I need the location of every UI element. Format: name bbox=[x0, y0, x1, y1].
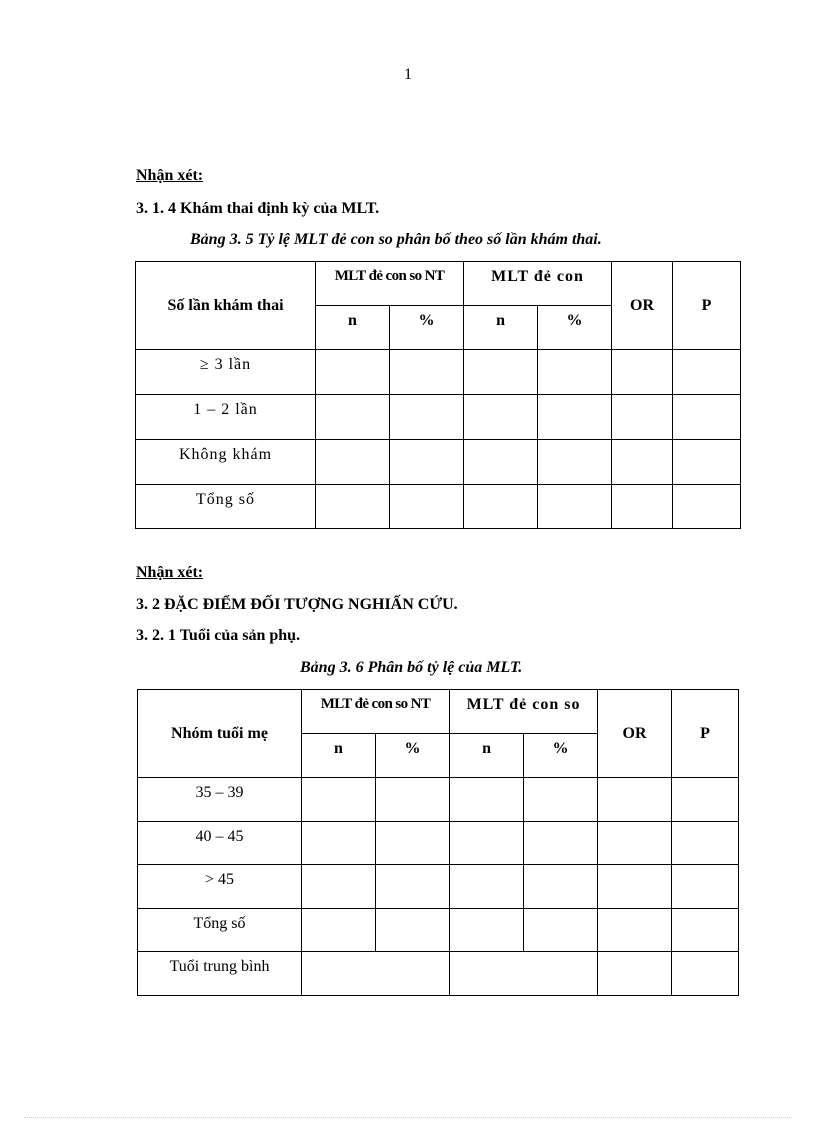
table-3-6 bbox=[137, 689, 739, 996]
empty-cell bbox=[450, 778, 524, 822]
header-group-normal: MLT đẻ con so NT bbox=[302, 690, 450, 734]
empty-cell bbox=[450, 909, 524, 952]
empty-cell bbox=[612, 350, 673, 395]
empty-cell bbox=[376, 822, 450, 865]
section-heading-3-2: 3. 2 ĐẶC ĐIỂM ĐỐI TƯỢNG NGHIẤN CỨU. bbox=[136, 596, 458, 613]
subheader-n: n bbox=[464, 306, 538, 350]
row-label: > 45 bbox=[138, 865, 302, 909]
empty-cell bbox=[538, 350, 612, 395]
header-age-group: Nhóm tuổi mẹ bbox=[138, 690, 302, 778]
empty-cell bbox=[538, 485, 612, 529]
empty-cell bbox=[612, 485, 673, 529]
table-row bbox=[138, 909, 739, 952]
empty-cell bbox=[598, 909, 672, 952]
empty-cell bbox=[450, 952, 598, 996]
empty-cell bbox=[302, 778, 376, 822]
empty-cell bbox=[302, 865, 376, 909]
empty-cell bbox=[390, 440, 464, 485]
row-label: Tổng số bbox=[138, 909, 302, 952]
empty-cell bbox=[672, 822, 739, 865]
empty-cell bbox=[524, 778, 598, 822]
header-group-normal: MLT đẻ con so NT bbox=[316, 262, 464, 306]
empty-cell bbox=[464, 440, 538, 485]
empty-cell bbox=[672, 865, 739, 909]
empty-cell bbox=[524, 909, 598, 952]
row-label: ≥ 3 lần bbox=[136, 350, 316, 395]
subheader-percent: % bbox=[538, 306, 612, 350]
table-row bbox=[138, 778, 739, 822]
empty-cell bbox=[672, 952, 739, 996]
row-label: 1 – 2 lần bbox=[136, 395, 316, 440]
empty-cell bbox=[450, 822, 524, 865]
table-caption-3-6: Bảng 3. 6 Phân bố tỷ lệ của MLT. bbox=[300, 659, 523, 676]
empty-cell bbox=[376, 778, 450, 822]
empty-cell bbox=[450, 865, 524, 909]
empty-cell bbox=[524, 865, 598, 909]
table-row bbox=[136, 395, 741, 440]
header-or: OR bbox=[598, 690, 672, 778]
empty-cell bbox=[390, 350, 464, 395]
table-row bbox=[138, 865, 739, 909]
page-number: 1 bbox=[404, 66, 412, 83]
empty-cell bbox=[302, 822, 376, 865]
subheader-percent: % bbox=[376, 734, 450, 778]
empty-cell bbox=[376, 909, 450, 952]
table-row bbox=[136, 485, 741, 529]
header-p: P bbox=[673, 262, 741, 350]
empty-cell bbox=[598, 865, 672, 909]
header-group-primipara: MLT đẻ con bbox=[464, 262, 612, 306]
empty-cell bbox=[598, 952, 672, 996]
header-or: OR bbox=[612, 262, 673, 350]
empty-cell bbox=[672, 909, 739, 952]
empty-cell bbox=[390, 485, 464, 529]
row-label: 40 – 45 bbox=[138, 822, 302, 865]
empty-cell bbox=[612, 395, 673, 440]
table-caption-3-5: Bảng 3. 5 Tỷ lệ MLT đẻ con so phân bố theo số lần khám thai. bbox=[190, 231, 602, 248]
empty-cell bbox=[316, 350, 390, 395]
row-label: Không khám bbox=[136, 440, 316, 485]
empty-cell bbox=[673, 440, 741, 485]
empty-cell bbox=[464, 395, 538, 440]
empty-cell bbox=[538, 395, 612, 440]
header-group-primipara: MLT đẻ con so bbox=[450, 690, 598, 734]
empty-cell bbox=[673, 350, 741, 395]
subheader-percent: % bbox=[524, 734, 598, 778]
subheader-n: n bbox=[450, 734, 524, 778]
subheader-n: n bbox=[316, 306, 390, 350]
table-row bbox=[136, 440, 741, 485]
empty-cell bbox=[464, 350, 538, 395]
empty-cell bbox=[316, 395, 390, 440]
subheader-percent: % bbox=[390, 306, 464, 350]
empty-cell bbox=[672, 778, 739, 822]
empty-cell bbox=[598, 778, 672, 822]
empty-cell bbox=[390, 395, 464, 440]
section-heading-3-2-1: 3. 2. 1 Tuổi của sản phụ. bbox=[136, 627, 301, 644]
remark-label-1: Nhận xét: bbox=[136, 167, 204, 184]
empty-cell bbox=[302, 952, 450, 996]
empty-cell bbox=[316, 440, 390, 485]
header-visit-count: Số lần khám thai bbox=[136, 262, 316, 350]
subheader-n: n bbox=[302, 734, 376, 778]
table-3-5 bbox=[135, 261, 741, 529]
row-label-mean-age: Tuổi trung bình bbox=[138, 952, 302, 996]
section-heading-3-1-4: 3. 1. 4 Khám thai định kỳ của MLT. bbox=[136, 200, 380, 217]
row-label: 35 – 39 bbox=[138, 778, 302, 822]
empty-cell bbox=[673, 485, 741, 529]
table-row bbox=[136, 350, 741, 395]
header-p: P bbox=[672, 690, 739, 778]
empty-cell bbox=[302, 909, 376, 952]
table-row bbox=[138, 822, 739, 865]
page-bottom-divider bbox=[24, 1117, 792, 1118]
empty-cell bbox=[598, 822, 672, 865]
empty-cell bbox=[673, 395, 741, 440]
empty-cell bbox=[612, 440, 673, 485]
empty-cell bbox=[316, 485, 390, 529]
empty-cell bbox=[376, 865, 450, 909]
empty-cell bbox=[538, 440, 612, 485]
empty-cell bbox=[524, 822, 598, 865]
remark-label-2: Nhận xét: bbox=[136, 564, 204, 581]
table-row bbox=[138, 952, 739, 996]
row-label: Tổng số bbox=[136, 485, 316, 529]
empty-cell bbox=[464, 485, 538, 529]
